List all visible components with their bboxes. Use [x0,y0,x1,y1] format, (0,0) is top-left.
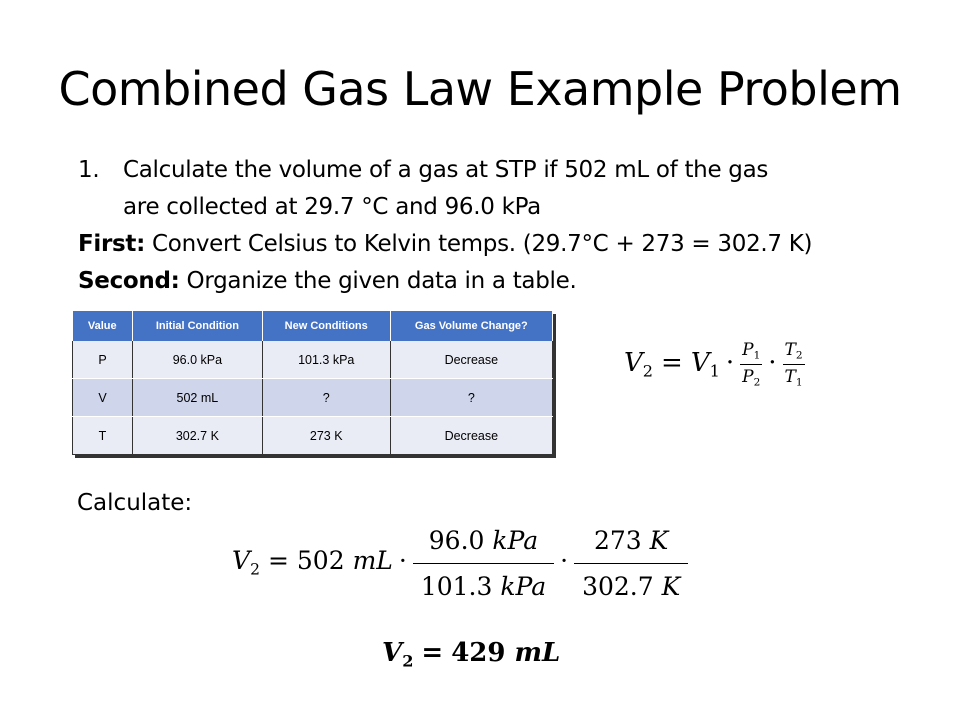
table-cell: P [73,341,133,379]
slide-title: Combined Gas Law Example Problem [58,62,902,116]
problem-line-2: are collected at 29.7 °C and 96.0 kPa [123,194,541,220]
pressure-ratio: $\frac{P_1}{P_2}$ [742,340,761,389]
first-text: Convert Celsius to Kelvin temps. (29.7°C + 273 = 302.7 K) [145,231,813,257]
table-cell: 96.0 kPa [133,341,263,379]
table-row [73,341,553,379]
formula-v1: $V_1$ [690,348,720,381]
problem-statement [123,152,908,226]
table-cell: ? [262,379,390,417]
table-cell: 273 K [262,417,390,455]
first-step [78,226,908,263]
calculation-equation: $V_2 = 502$ mL · $\frac{\text{96.0 kPa}}{\text{101.3 kPa}}$ · $\frac{273 K}{302.7 K}$ [232,520,688,605]
second-step [78,263,908,300]
formula-lhs: $V_2$ [624,348,654,381]
table-cell: 101.3 kPa [262,341,390,379]
table-row [73,379,553,417]
result-unit: mL [514,638,561,668]
header-value: Value [73,311,133,341]
table-cell: V [73,379,133,417]
calc-temperature-ratio: $\frac{273 K}{302.7 K}$ [574,520,688,605]
table-cell: Decrease [390,341,552,379]
second-label: Second: [78,268,180,294]
temperature-ratio: $\frac{T_2}{T_1}$ [784,340,803,389]
problem-number: 1. [78,157,100,183]
result-lhs: $V_2$ [382,638,414,671]
table-header-row [73,311,553,341]
calc-lhs: $V_2$ [232,546,260,579]
table-cell: ? [390,379,552,417]
first-label: First: [78,231,146,257]
table-cell: 302.7 K [133,417,263,455]
header-gas-volume-change: Gas Volume Change? [390,311,552,341]
table-cell: 502 mL [133,379,263,417]
table-cell: T [73,417,133,455]
header-initial-condition: Initial Condition [133,311,263,341]
given-data-table [72,311,553,455]
result-value: 429 [451,638,506,668]
calculate-label: Calculate: [77,490,193,516]
table-cell: Decrease [390,417,552,455]
calc-v1: 502 mL [296,546,393,575]
combined-gas-law-formula: $V_2 = V_1$ · $\frac{P_1}{P_2}$ · $\frac{T_2}{T_1}$ [624,340,803,389]
result-equation: $V_2 = 429$ mL [382,638,561,671]
header-new-conditions: New Conditions [262,311,390,341]
problem-line-1: Calculate the volume of a gas at STP if 502 mL of the gas [123,157,769,183]
problem-item [78,152,908,226]
table-row [73,417,553,455]
problem-text [78,152,908,300]
second-text: Organize the given data in a table. [179,268,577,294]
calc-pressure-ratio: $\frac{\text{96.0 kPa}}{\text{101.3 kPa}}$ [413,520,554,605]
